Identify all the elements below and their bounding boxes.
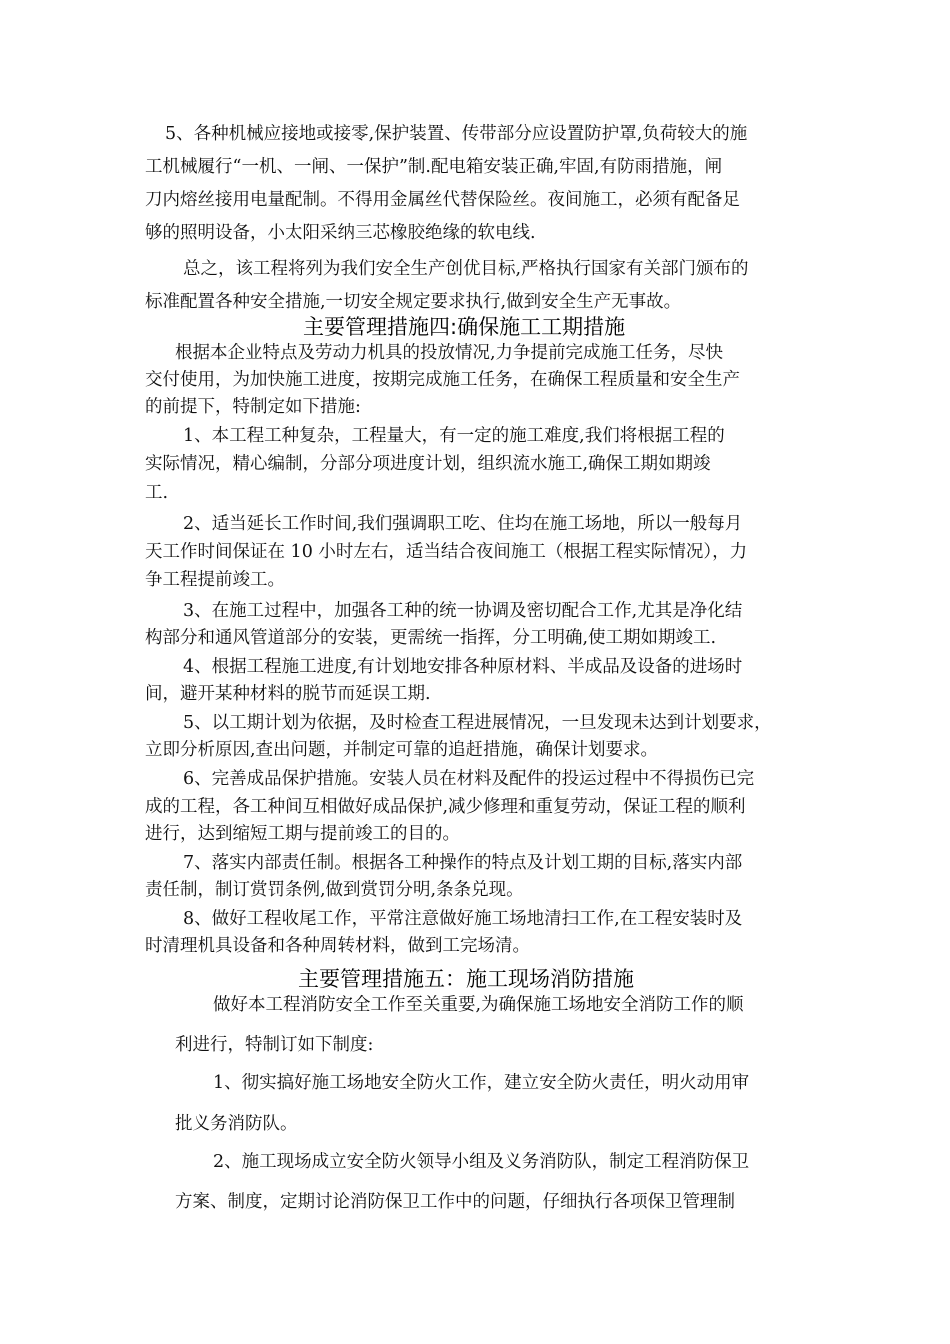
list-item-line: 1、彻实搞好施工场地安全防火工作，建立安全防火责任，明火动用审 xyxy=(213,1073,750,1093)
list-item-line: 间，避开某种材料的脱节而延误工期. xyxy=(145,684,431,704)
list-item-line: 3、在施工过程中，加强各工种的统一协调及密切配合工作,尤其是净化结 xyxy=(183,601,743,621)
paragraph-line: 刀内熔丝接用电量配制。不得用金属丝代替保险丝。夜间施工，必须有配备足 xyxy=(145,190,740,210)
list-item-line: 8、做好工程收尾工作，平常注意做好施工场地清扫工作,在工程安装时及 xyxy=(183,909,743,929)
paragraph-line: 工机械履行“一机、一闸、一保护”制.配电箱安装正确,牢固,有防雨措施，闸 xyxy=(145,157,723,177)
paragraph-line: 的前提下，特制定如下措施: xyxy=(145,397,361,417)
paragraph-line: 做好本工程消防安全工作至关重要,为确保施工场地安全消防工作的顺 xyxy=(213,995,744,1015)
list-item-line: 立即分析原因,查出问题，并制定可靠的追赶措施，确保计划要求。 xyxy=(145,740,659,760)
paragraph-line: 标准配置各种安全措施,一切安全规定要求执行,做到安全生产无事故。 xyxy=(145,292,682,312)
list-item-line: 天工作时间保证在 10 小时左右，适当结合夜间施工（根据工程实际情况），力 xyxy=(145,542,748,562)
list-item-line: 2、适当延长工作时间,我们强调职工吃、住均在施工场地，所以一般每月 xyxy=(183,514,743,534)
list-item-line: 工. xyxy=(145,483,169,503)
list-item-line: 方案、制度，定期讨论消防保卫工作中的问题，仔细执行各项保卫管理制 xyxy=(175,1192,735,1212)
section-heading: 主要管理措施四:确保施工工期措施 xyxy=(303,315,626,339)
paragraph-line: 交付使用，为加快施工进度，按期完成施工任务，在确保工程质量和安全生产 xyxy=(145,370,740,390)
list-item-line: 构部分和通风管道部分的安装，更需统一指挥，分工明确,使工期如期竣工. xyxy=(145,628,717,648)
list-item-line: 成的工程，各工种间互相做好成品保护,减少修理和重复劳动，保证工程的顺利 xyxy=(145,797,746,817)
paragraph-line: 总之，该工程将列为我们安全生产创优目标,严格执行国家有关部门颁布的 xyxy=(183,259,749,279)
list-item-line: 4、根据工程施工进度,有计划地安排各种原材料、半成品及设备的进场时 xyxy=(183,657,743,677)
list-item-line: 2、施工现场成立安全防火领导小组及义务消防队，制定工程消防保卫 xyxy=(213,1152,750,1172)
list-item-line: 6、完善成品保护措施。安装人员在材料及配件的投运过程中不得损伤已完 xyxy=(183,769,755,789)
list-item-line: 7、落实内部责任制。根据各工种操作的特点及计划工期的目标,落实内部 xyxy=(183,853,743,873)
list-item-line: 责任制，制订赏罚条例,做到赏罚分明,条条兑现。 xyxy=(145,880,524,900)
paragraph-line: 5、各种机械应接地或接零,保护装置、传带部分应设置防护罩,负荷较大的施 xyxy=(165,124,748,144)
list-item-line: 批义务消防队。 xyxy=(175,1114,298,1134)
list-item-line: 争工程提前竣工。 xyxy=(145,570,285,590)
section-heading: 主要管理措施五：施工现场消防措施 xyxy=(298,967,634,991)
paragraph-line: 根据本企业特点及劳动力机具的投放情况,力争提前完成施工任务，尽快 xyxy=(175,343,724,363)
list-item-line: 1、本工程工种复杂，工程量大，有一定的施工难度,我们将根据工程的 xyxy=(183,426,725,446)
list-item-line: 进行，达到缩短工期与提前竣工的目的。 xyxy=(145,824,460,844)
list-item-line: 时清理机具设备和各种周转材料，做到工完场清。 xyxy=(145,936,530,956)
list-item-line: 实际情况，精心编制，分部分项进度计划，组织流水施工,确保工期如期竣 xyxy=(145,454,711,474)
list-item-line: 5、以工期计划为依据，及时检查工程进展情况，一旦发现未达到计划要求， xyxy=(183,713,772,733)
paragraph-line: 利进行，特制订如下制度: xyxy=(175,1035,374,1055)
paragraph-line: 够的照明设备，小太阳采纳三芯橡胶绝缘的软电线. xyxy=(145,223,536,243)
